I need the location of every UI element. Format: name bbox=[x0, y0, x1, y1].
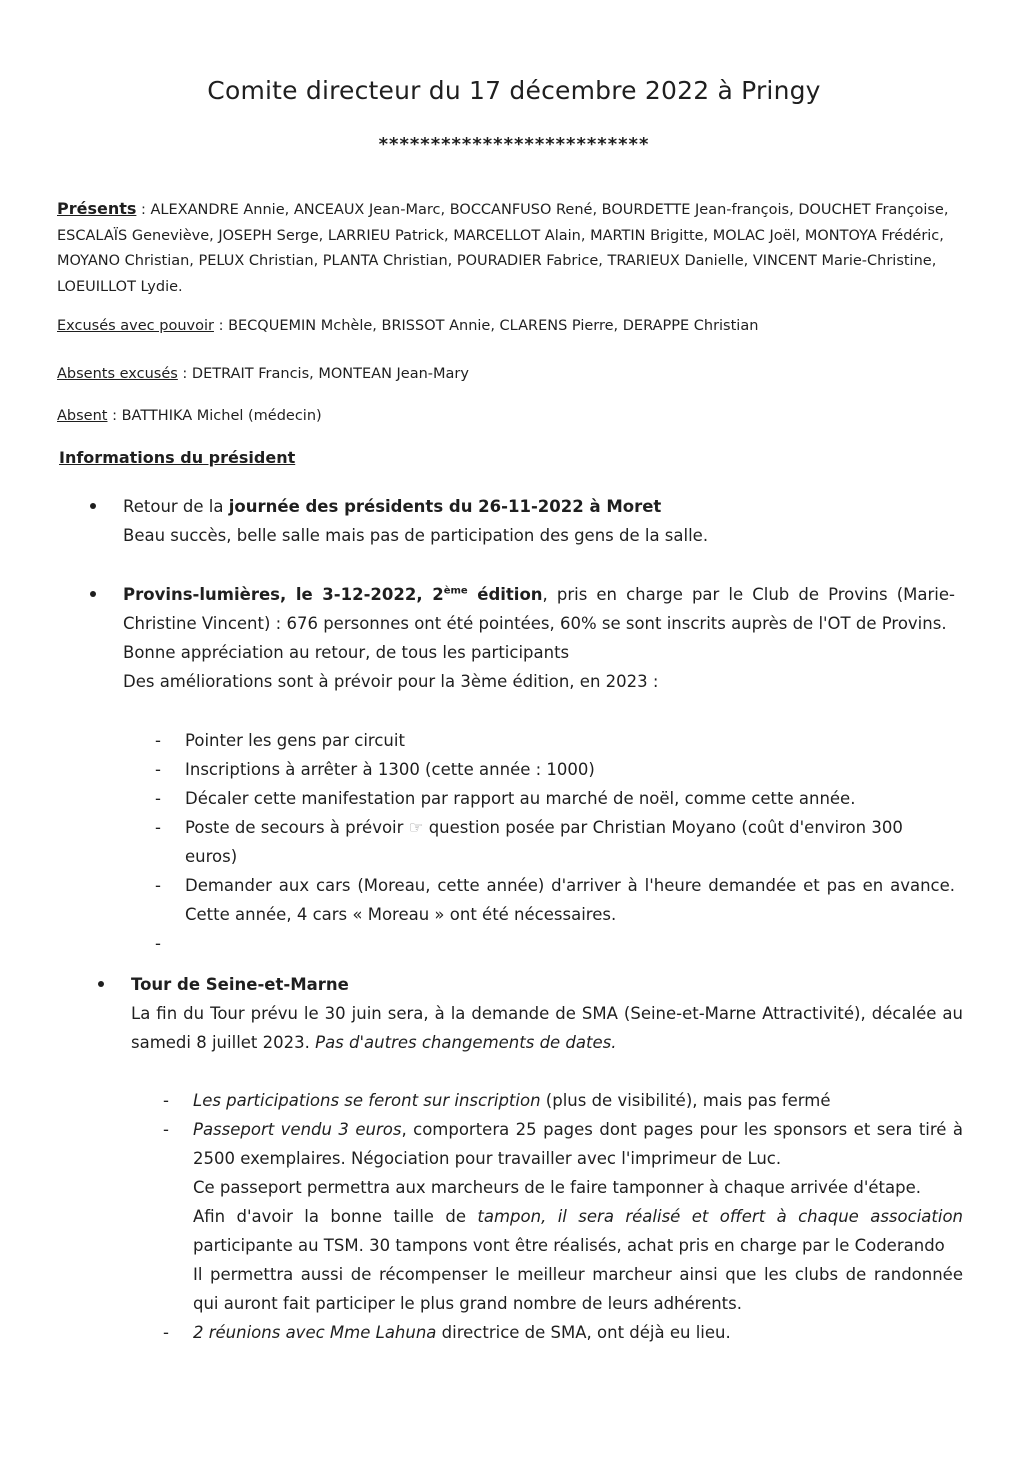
bullet-dot bbox=[98, 981, 104, 987]
absent-paragraph bbox=[57, 404, 957, 430]
absent-text: : BATTHIKA Michel (médecin) bbox=[107, 408, 322, 424]
item2-bold-b: édition bbox=[467, 585, 543, 604]
bullet-content bbox=[123, 580, 955, 696]
presents-label: Présents bbox=[57, 199, 137, 218]
presents-paragraph bbox=[57, 196, 957, 300]
page-title: Comite directeur du 17 décembre 2022 à Pringy bbox=[207, 76, 821, 105]
item3-para: La fin du Tour prévu le 30 juin sera, à la demande de SMA (Seine-et-Marne Attractivité), décalée au samedi 8 juillet 2023. Pas d'autres changements de dates. bbox=[131, 1004, 963, 1052]
list-item-empty: - bbox=[155, 934, 161, 953]
absents-excuses-label: Absents excusés bbox=[57, 366, 178, 382]
item1-bold: journée des présidents du 26-11-2022 à Moret bbox=[228, 497, 662, 516]
item2-line-a: Bonne appréciation au retour, de tous les participants bbox=[123, 643, 570, 662]
item1-line2: Beau succès, belle salle mais pas de participation des gens de la salle. bbox=[123, 526, 709, 545]
list-item: - Passeport vendu 3 euros, comportera 25 pages dont pages pour les sponsors et sera tiré à 2500 exemplaires. Négociation pour travailler avec l'imprimeur de Luc. Ce passeport permettra aux marcheurs de le faire tamponner à chaque arrivée d'étape. Afin d'avoir la bonne taille de tampon, il sera réalisé et offert à chaque association participante au TSM. 30 tampons vont être réalisés, achat pris en charge par le Coderando Il permettra aussi de récompenser le meilleur marcheur ainsi que les clubs de randonnée qui auront fait participer le plus grand nombre de leurs adhérents. bbox=[163, 1120, 963, 1313]
bullet-content bbox=[123, 492, 955, 550]
excuses-label: Excusés avec pouvoir bbox=[57, 318, 214, 334]
absents-excuses-text: : DETRAIT Francis, MONTEAN Jean-Mary bbox=[177, 366, 469, 382]
item2-dash-list bbox=[123, 726, 955, 958]
presents-text: : ALEXANDRE Annie, ANCEAUX Jean-Marc, BOCCANFUSO René, BOURDETTE Jean-françois, DOUCHET Françoise, ESCALAÏS Geneviève, JOSEPH Serge, LARRIEU Patrick, MARCELLOT Alain, MARTIN Brigitte, MOLAC Joël, MONTOYA Frédéric, MOYANO Christian, PELUX Christian, PLANTA Christian, POURADIER Fabrice, TRARIEUX Danielle, VINCENT Marie-Christine, LOEUILLOT Lydie. bbox=[57, 202, 949, 295]
item2-rest: , pris en charge par le Club de Provins (Marie-Christine Vincent) : 676 personnes ont été pointées, 60% se sont inscrits auprès de l'OT de Provins. bbox=[123, 585, 955, 633]
excuses-paragraph bbox=[57, 314, 957, 340]
absents-excuses-paragraph bbox=[57, 362, 957, 388]
item2-bold-a: Provins-lumières, le 3-12-2022, 2 bbox=[123, 585, 444, 604]
list-item: - Pointer les gens par circuit bbox=[155, 731, 405, 750]
item3-dash-list bbox=[131, 1086, 963, 1347]
list-item: - Décaler cette manifestation par rapport au marché de noël, comme cette année. bbox=[155, 789, 856, 808]
item2-sup: ème bbox=[443, 585, 468, 597]
item1-intro: Retour de la bbox=[123, 497, 229, 516]
list-item: - Poste de secours à prévoir ☞ question posée par Christian Moyano (coût d'environ 300 euros) bbox=[155, 818, 903, 866]
absent-label: Absent bbox=[57, 408, 108, 424]
list-item: - Inscriptions à arrêter à 1300 (cette année : 1000) bbox=[155, 760, 595, 779]
list-item: - 2 réunions avec Mme Lahuna directrice de SMA, ont déjà eu lieu. bbox=[163, 1323, 731, 1342]
list-item: - Les participations se feront sur inscription (plus de visibilité), mais pas fermé bbox=[163, 1091, 831, 1110]
bullet-dot bbox=[90, 503, 96, 509]
bullet-dot bbox=[90, 591, 96, 597]
list-item: - Demander aux cars (Moreau, cette année) d'arriver à l'heure demandée et pas en avance. Cette année, 4 cars « Moreau » ont été nécessaires. bbox=[155, 876, 955, 924]
item2-line-b: Des améliorations sont à prévoir pour la 3ème édition, en 2023 : bbox=[123, 672, 659, 691]
item2-para bbox=[123, 580, 955, 638]
excuses-text: : BECQUEMIN Mchèle, BRISSOT Annie, CLARENS Pierre, DERAPPE Christian bbox=[213, 318, 759, 334]
pointing-hand-icon: ☞ bbox=[408, 818, 424, 837]
bullet-content bbox=[131, 970, 963, 1057]
item3-title: Tour de Seine-et-Marne bbox=[131, 975, 349, 994]
section-heading: Informations du président bbox=[59, 448, 296, 467]
stars-separator: ************************** bbox=[378, 134, 650, 155]
